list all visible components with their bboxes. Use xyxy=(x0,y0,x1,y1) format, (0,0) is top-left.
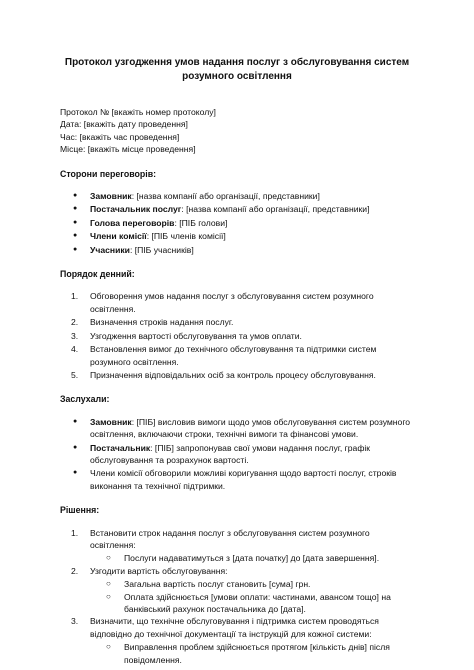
parties-heading: Сторони переговорів: xyxy=(60,168,157,179)
sublist-item: ○ Виправлення проблем здійснюється протягом [кількість днів] після повідомлення. xyxy=(60,641,414,666)
list-item: 1. Обговорення умов надання послуг з обслуговування систем розумного освітлення. xyxy=(71,291,374,314)
parties-list xyxy=(60,190,414,256)
list-item: 3. Визначити, що технічне обслуговування і підтримка систем проводяться відповідно до технічної документації та інструкцій для кожної системи: xyxy=(71,616,379,639)
sublist-item: ○ Загальна вартість послуг становить [сума] грн. xyxy=(60,578,414,590)
sublist-item: ○ Послуги надаватимуться з [дата початку] до [дата завершення]. xyxy=(60,552,414,564)
decisions-list-cont xyxy=(60,565,414,577)
decision-1-sublist xyxy=(60,552,414,564)
heard-heading: Заслухали: xyxy=(60,394,110,405)
sublist-item: ○ Оплата здійснюється [умови оплати: частинами, авансом тощо] на банківський рахунок постачальника до [дата]. xyxy=(60,591,414,616)
decisions-list-cont-2 xyxy=(60,615,414,640)
list-item: ● Учасники: [ПІБ учасників] xyxy=(60,244,414,256)
agenda-list xyxy=(60,290,414,381)
heard-list xyxy=(60,416,414,492)
list-item: ● Голова переговорів: [ПІБ голови] xyxy=(60,217,414,229)
list-item: ● Члени комісії обговорили можливі коригування щодо вартості послуг, строків виконання та технічної підтримки. xyxy=(60,467,414,492)
list-item: 2. Визначення строків надання послуг. xyxy=(71,317,234,328)
list-item: ● Члени комісії: [ПІБ членів комісії] xyxy=(60,230,414,242)
list-item: 5. Призначення відповідальних осіб за контроль процесу обслуговування. xyxy=(71,369,376,380)
protocol-date: Дата: [вкажіть дату проведення] xyxy=(60,119,188,130)
list-item: ● Постачальник: [ПІБ] запропонував свої умови надання послуг, графік обслуговування та розрахунок вартості. xyxy=(60,442,414,467)
protocol-place: Місце: [вкажіть місце проведення] xyxy=(60,144,196,155)
list-item: ● Постачальник послуг: [назва компанії або організації, представники] xyxy=(60,203,414,215)
decisions-heading: Рішення: xyxy=(60,505,100,516)
protocol-time: Час: [вкажіть час проведення] xyxy=(60,131,180,142)
list-item: 4. Встановлення вимог до технічного обслуговування та підтримки систем розумного освітлення. xyxy=(71,344,377,367)
decision-2-sublist xyxy=(60,578,414,615)
agenda-heading: Порядок денний: xyxy=(60,269,135,280)
list-item: ● Замовник: [назва компанії або організації, представники] xyxy=(60,190,414,202)
list-item: 2. Узгодити вартість обслуговування: xyxy=(71,565,228,576)
list-item: 1. Встановити строк надання послуг з обслуговування систем розумного освітлення: xyxy=(71,527,370,550)
decisions-list xyxy=(60,527,414,552)
document-title: Протокол узгодження умов надання послуг з обслуговування систем розумного освітлення xyxy=(64,57,410,82)
protocol-number: Протокол № [вкажіть номер протоколу] xyxy=(60,107,216,117)
list-item: ● Замовник: [ПІБ] висловив вимоги щодо умов обслуговування систем розумного освітлення, включаючи строки, технічні вимоги та фінансові умови. xyxy=(60,416,414,441)
decision-3-sublist xyxy=(60,641,414,666)
protocol-meta xyxy=(60,106,414,156)
list-item: 3. Узгодження вартості обслуговування та умов оплати. xyxy=(71,330,302,341)
